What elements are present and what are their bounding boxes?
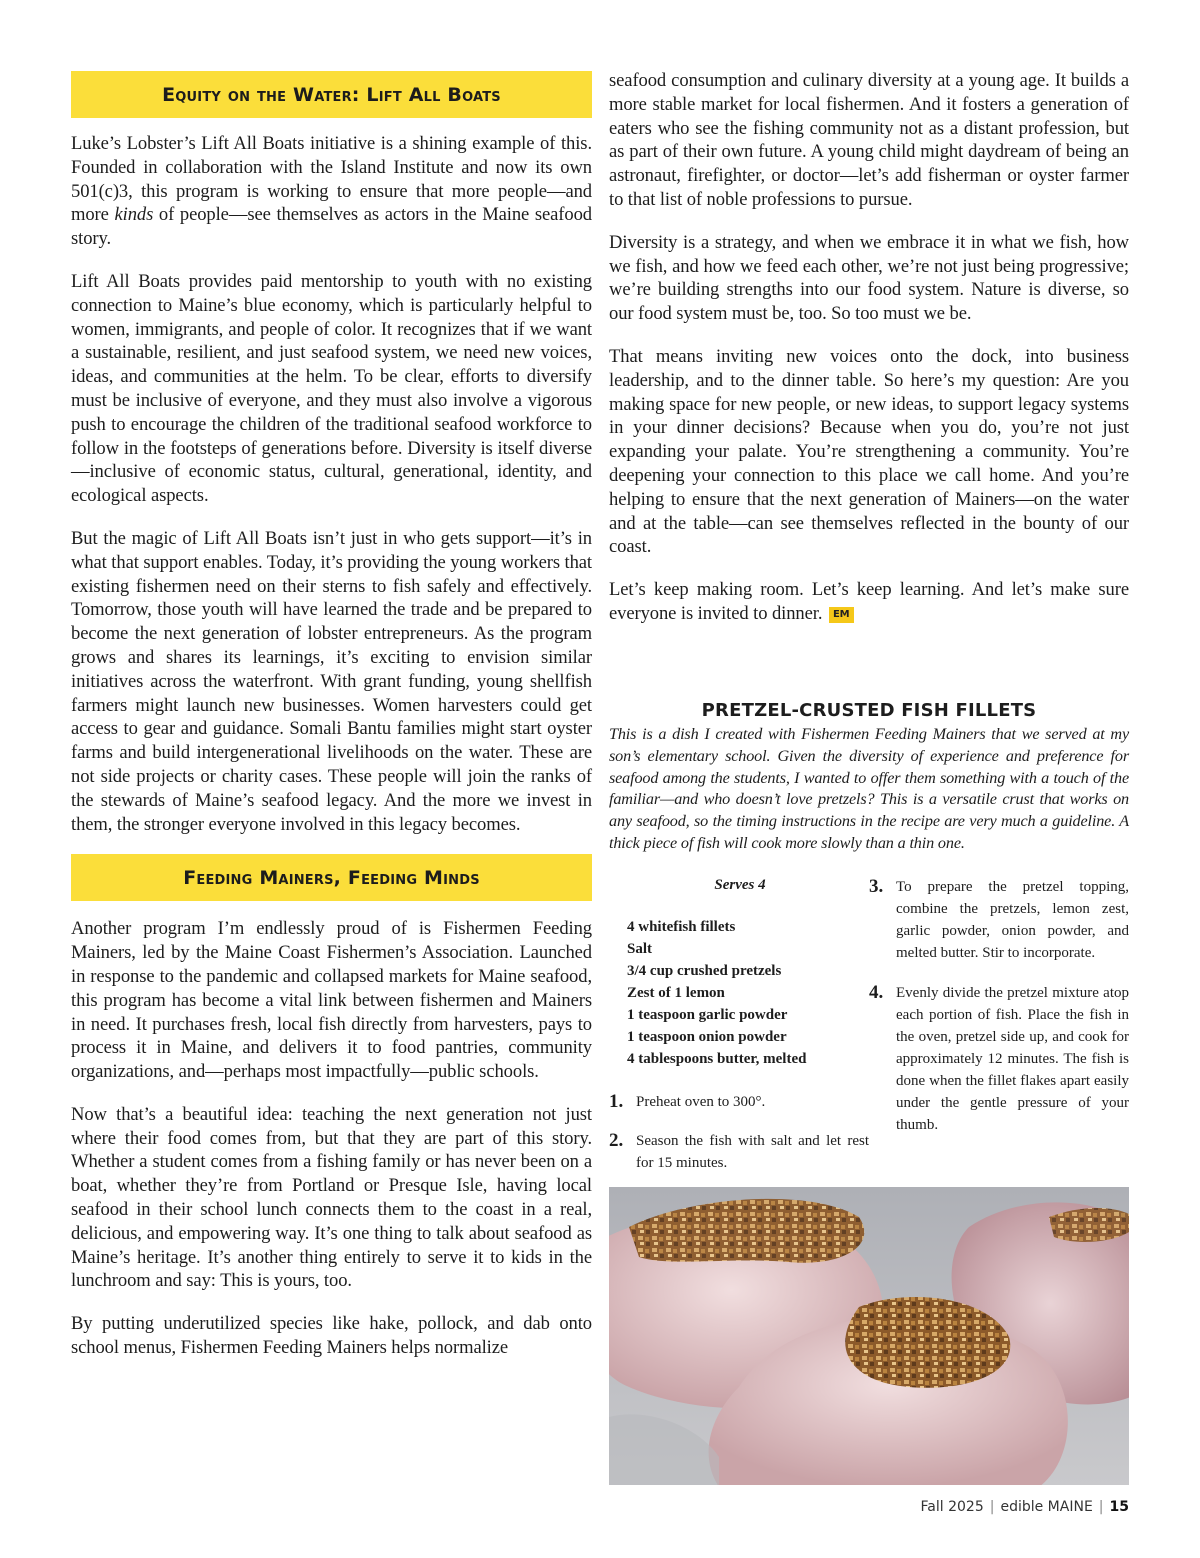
paragraph: By putting underutilized species like hake, pollock, and dab onto school menus, Fishermen Feeding Mainers helps normalize: [71, 1313, 592, 1359]
ingredient-item: 1 teaspoon onion powder: [627, 1029, 787, 1045]
right-column: [609, 69, 1129, 626]
paragraph-text: of people—see themselves as actors in the Maine seafood story.: [71, 204, 592, 250]
emphasis-text: kinds: [114, 204, 154, 226]
paragraph: seafood consumption and culinary diversity at a young age. It builds a more stable market for local fishermen. And it fosters a generation of eaters who see the fishing community not as a distant profession, but as part of their own future. A young child might daydream of being an astronaut, firefighter, or doctor—let’s add fisherman or oyster farmer to that list of noble professions to pursue.: [609, 70, 1129, 210]
paragraph: That means inviting new voices onto the dock, into business leadership, and to the dinner table. So here’s my question: Are you making space for new people, or new ideas, to support legacy systems in your dinner decisions? Because when you do, you’re not just expanding your palate. You’re strengthening a community. You’re deepening your connection to this place we call home. And you’re helping to ensure that the next generation of Mainers—on the water and at the table—can see themselves reflected in the bounty of our coast.: [609, 345, 1129, 558]
step-number: 1.: [609, 1091, 624, 1112]
page-number: 15: [1109, 1499, 1129, 1515]
ingredient-item: Zest of 1 lemon: [627, 985, 725, 1001]
ingredient-item: 1 teaspoon garlic powder: [627, 1007, 788, 1023]
step-number: 2.: [609, 1130, 624, 1151]
paragraph-text: Let’s keep making room. Let’s keep learning. And let’s make sure everyone is invited to dinner.: [609, 579, 1129, 624]
step-text: Evenly divide the pretzel mixture atop each portion of fish. Place the fish in the oven, pretzel side up, and cook for approximately 12 minutes. The fish is done when the fillet flakes apart easily under the gentle pressure of your thumb.: [896, 985, 1129, 1133]
paragraph: [71, 132, 592, 251]
recipe-step: [869, 982, 1129, 1136]
step-number: 3.: [869, 876, 884, 897]
step-number: 4.: [869, 982, 884, 1003]
recipe-step: [609, 1130, 869, 1174]
recipe-photo: [609, 1187, 1129, 1485]
end-mark-badge: EM: [829, 607, 854, 623]
recipe-serves: Serves 4: [714, 877, 766, 893]
recipe-title: PRETZEL-CRUSTED FISH FILLETS: [701, 700, 1037, 721]
ingredient-item: Salt: [627, 941, 653, 957]
ingredient-item: 4 whitefish fillets: [627, 919, 736, 935]
footer-separator: |: [989, 1499, 995, 1515]
paragraph: Now that’s a beautiful idea: teaching the next generation not just where their food comes from, but that they are part of this story. Whether a student comes from a fishing family or has never been on a boat, whether they’re from Portland or Presque Isle, having local seafood in their school lunch connects them to the coast in a real, delicious, and empowering way. It’s one thing to talk about seafood as Maine’s heritage. It’s another thing entirely to serve it to kids in the lunchroom and say: This is yours, too.: [71, 1103, 592, 1292]
recipe-step: [869, 876, 1129, 964]
fish-fillets-illustration: [609, 1187, 1129, 1485]
paragraph: Lift All Boats provides paid mentorship to youth with no existing connection to Maine’s blue economy, which is particularly helpful to women, immigrants, and people of color. It recognizes that if we want a sustainable, resilient, and just seafood system, we need new voices, ideas, and communities at the helm. To be clear, efforts to diversify must be inclusive of everyone, and they must also involve a vigorous push to encourage the children of the traditional seafood workforce to follow in the footsteps of generations before. Diversity is itself diverse—inclusive of economic status, cultural, generational, identity, and ecological aspects.: [71, 270, 592, 507]
footer-issue: Fall 2025: [920, 1499, 984, 1515]
ingredient-list: [627, 916, 806, 1070]
paragraph: [609, 578, 1129, 626]
step-text: Preheat oven to 300°.: [636, 1094, 766, 1110]
section-heading-lift-all-boats: Equity on the Water: Lift All Boats: [71, 71, 592, 118]
left-column: [71, 71, 592, 1360]
paragraph-text: Luke’s Lobster’s Lift All Boats initiative is a shining example of this. Founded in collaboration with the Island Institute and now its own 501(c)3, this program is working to ensure that more people—and more: [71, 133, 592, 226]
recipe-step: [609, 1091, 869, 1113]
footer-magazine: edible MAINE: [1000, 1499, 1093, 1515]
section-heading-feeding-mainers: Feeding Mainers, Feeding Minds: [71, 854, 592, 901]
paragraph: Another program I’m endlessly proud of is Fishermen Feeding Mainers, led by the Maine Coast Fishermen’s Association. Launched in response to the pandemic and collapsed markets for Maine seafood, this program has become a vital link between fishermen and Mainers in need. It purchases fresh, local fish directly from harvesters, pays to process it in Maine, and delivers it to food pantries, community organizations, and—perhaps most impactfully—public schools.: [71, 918, 592, 1083]
paragraph: But the magic of Lift All Boats isn’t just in who gets support—it’s in what that support enables. Today, it’s providing the young workers that existing fishermen need on their sterns to fish safely and effectively. Tomorrow, those youth will have learned the trade and be prepared to become the next generation of lobster entrepreneurs. As the program grows and shares its learnings, it’s exciting to envision similar initiatives across the waterfront. With grant funding, young shellfish farmers might launch new businesses. Women harvesters could get access to gear and guidance. Somali Bantu families might start oyster farms and build intergenerational livelihoods on the water. These are not side projects or charity cases. These people will join the ranks of the stewards of Maine’s seafood legacy. And the more we invest in them, the stronger everyone involved in this legacy becomes.: [71, 527, 592, 835]
step-text: Season the fish with salt and let rest for 15 minutes.: [636, 1133, 869, 1171]
ingredient-item: 3/4 cup crushed pretzels: [627, 963, 782, 979]
ingredient-item: 4 tablespoons butter, melted: [627, 1051, 807, 1067]
footer-separator: |: [1098, 1499, 1104, 1515]
step-text: To prepare the pretzel topping, combine the pretzels, lemon zest, garlic powder, onion powder, and melted butter. Stir to incorporate.: [896, 879, 1129, 961]
recipe-intro: This is a dish I created with Fishermen Feeding Mainers that we served at my son’s elementary school. Given the diversity of experience and preference for seafood among the students, I wanted to offer them something with a touch of the familiar—and who doesn’t love pretzels? This is a versatile crust that works on any seafood, so the timing instructions in the recipe are very much a guideline. A thick piece of fish will cook more slowly than a thin one.: [609, 725, 1129, 852]
paragraph: Diversity is a strategy, and when we embrace it in what we fish, how we fish, and how we feed each other, we’re not just being progressive; we’re building strengths into our food system. Nature is diverse, so our food system must be, too. So too must we be.: [609, 231, 1129, 325]
page-footer: [921, 1499, 1129, 1515]
